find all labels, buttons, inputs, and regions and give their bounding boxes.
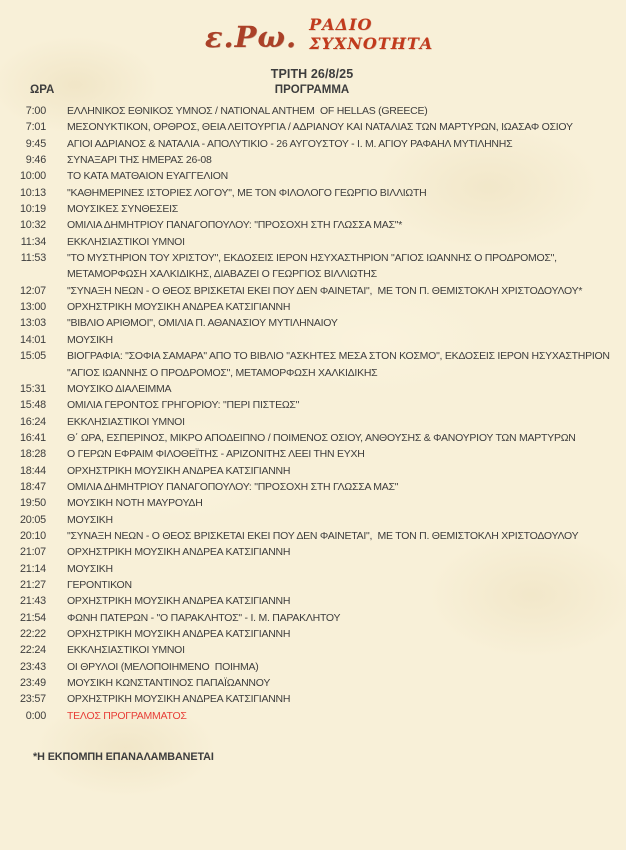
row-program: ΟΡΧΗΣΤΡΙΚΗ ΜΟΥΣΙΚΗ ΑΝΔΡΕΑ ΚΑΤΣΙΓΙΑΝΝΗ [67, 693, 291, 706]
row-time: 21:14 [19, 562, 46, 575]
row-time: 10:13 [19, 186, 46, 199]
row-time: 16:41 [19, 431, 46, 444]
row-time: 14:01 [19, 333, 46, 346]
row-time: 10:00 [19, 170, 46, 183]
schedule-row [8, 561, 616, 577]
row-program: ΕΛΛΗΝΙΚΟΣ ΕΘΝΙΚΟΣ ΥΜΝΟΣ / NATIONAL ANTHEM OF HELLAS (GREECE) [67, 105, 428, 117]
schedule-row [8, 234, 616, 250]
schedule-row [8, 577, 616, 593]
row-time: 22:22 [19, 628, 46, 640]
row-time: 11:34 [20, 235, 46, 248]
row-program: ΦΩΝΗ ΠΑΤΕΡΩΝ - "Ο ΠΑΡΑΚΛΗΤΟΣ" - Ι. Μ. ΠΑΡΑΚΛΗΤΟΥ [67, 611, 341, 624]
schedule-row [8, 495, 616, 511]
schedule-row [8, 642, 616, 658]
row-time: 15:48 [19, 399, 46, 412]
row-program: ΣΥΝΑΞΑΡΙ ΤΗΣ ΗΜΕΡΑΣ 26-08 [67, 154, 212, 167]
col-header-program: ΠΡΟΓΡΑΜΜΑ [274, 84, 350, 96]
row-time: 18:28 [19, 448, 46, 461]
row-program: ΤΟ ΚΑΤΑ ΜΑΤΘΑΙΟΝ ΕΥΑΓΓΕΛΙΟΝ [67, 170, 229, 183]
schedule-row [8, 691, 616, 707]
schedule-row [8, 299, 616, 315]
row-time: 15:05 [19, 350, 46, 363]
schedule-row [8, 381, 616, 397]
schedule-row [8, 315, 616, 331]
row-program: ΕΚΚΛΗΣΙΑΣΤΙΚΟΙ ΥΜΝΟΙ [67, 235, 185, 248]
row-program: ΜΟΥΣΙΚΗ ΚΩΝΣΤΑΝΤΙΝΟΣ ΠΑΠΑΪΩΑΝΝΟΥ [67, 677, 271, 690]
schedule-row [8, 250, 616, 283]
schedule-row [8, 103, 616, 119]
row-time: 13:00 [19, 301, 46, 314]
schedule-row [8, 168, 616, 184]
row-time: 20:10 [19, 529, 46, 542]
schedule-row [8, 217, 616, 233]
row-time: 15:31 [19, 382, 46, 395]
row-program: ΕΚΚΛΗΣΙΑΣΤΙΚΟΙ ΥΜΝΟΙ [67, 644, 185, 657]
row-program: ΟΙ ΘΡΥΛΟΙ (ΜΕΛΟΠΟΙΗΜΕΝΟ ΠΟΙΗΜΑ) [67, 660, 259, 673]
row-program: "ΒΙΒΛΙΟ ΑΡΙΘΜΟΙ", ΟΜΙΛΙΑ Π. ΑΘΑΝΑΣΙΟΥ ΜΥΤΙΛΗΝΑΙΟΥ [67, 317, 338, 330]
row-program: ΜΟΥΣΙΚΗ [67, 333, 113, 346]
row-program: ΕΚΚΛΗΣΙΑΣΤΙΚΟΙ ΥΜΝΟΙ [67, 415, 185, 428]
row-time: 0:00 [25, 709, 46, 722]
row-time: 20:05 [19, 513, 46, 526]
row-program: ΤΕΛΟΣ ΠΡΟΓΡΑΜΜΑΤΟΣ [67, 709, 187, 722]
schedule-row [8, 446, 616, 462]
station-name [309, 15, 433, 53]
row-program: ΟΡΧΗΣΤΡΙΚΗ ΜΟΥΣΙΚΗ ΑΝΔΡΕΑ ΚΑΤΣΙΓΙΑΝΝΗ [67, 464, 291, 477]
row-program: ΟΡΧΗΣΤΡΙΚΗ ΜΟΥΣΙΚΗ ΑΝΔΡΕΑ ΚΑΤΣΙΓΙΑΝΝΗ [67, 301, 291, 314]
row-time: 9:45 [25, 137, 46, 150]
station-logo [22, 12, 616, 62]
row-time: 16:24 [19, 415, 46, 428]
row-program: ΑΓΙΟΙ ΑΔΡΙΑΝΟΣ & ΝΑΤΑΛΙΑ - ΑΠΟΛΥΤΙΚΙΟ - 26 ΑΥΓΟΥΣΤΟΥ - Ι. Μ. ΑΓΙΟΥ ΡΑΦΑΗΛ ΜΥΤΙΛΗΝΗΣ [67, 137, 513, 150]
schedule-row [8, 593, 616, 609]
row-program: ΟΡΧΗΣΤΡΙΚΗ ΜΟΥΣΙΚΗ ΑΝΔΡΕΑ ΚΑΤΣΙΓΙΑΝΝΗ [67, 628, 291, 640]
row-time: 21:43 [19, 595, 46, 608]
schedule-row [8, 136, 616, 152]
schedule-row [8, 414, 616, 430]
row-program: ΜΟΥΣΙΚΗ [67, 562, 113, 575]
station-name-line2: ΣΥΧΝΟΤΗΤΑ [309, 34, 434, 53]
row-program: ΒΙΟΓΡΑΦΙΑ: "ΣΟΦΙΑ ΣΑΜΑΡΑ" ΑΠΟ ΤΟ ΒΙΒΛΙΟ "ΑΣΚΗΤΕΣ ΜΕΣΑ ΣΤΟΝ ΚΟΣΜΟ", ΕΚΔΟΣΕΙΣ ΙΕΡΟΝ ΗΣΥΧΑΣΤΗΡΙΟΝ "ΑΓΙΟΣ ΙΩΑΝΝΗΣ Ο ΠΡΟΔΡΟΜΟΣ", ΜΕΤΑΜΟΡΦΩΣΗ ΧΑΛΚΙΔΙΚΗΣ [67, 350, 613, 379]
row-program: "ΣΥΝΑΞΗ ΝΕΩΝ - Ο ΘΕΟΣ ΒΡΙΣΚΕΤΑΙ ΕΚΕΙ ΠΟΥ ΔΕΝ ΦΑΙΝΕΤΑΙ", ΜΕ ΤΟΝ Π. ΘΕΜΙΣΤΟΚΛΗ ΧΡΙΣΤΟΔΟΥΛΟΥ* [67, 284, 583, 297]
row-time: 12:07 [19, 284, 46, 297]
schedule-row [8, 626, 616, 642]
schedule-row [8, 659, 616, 675]
row-time: 21:07 [19, 546, 46, 559]
date-heading: ΤΡΙΤΗ 26/8/25 [270, 67, 354, 81]
schedule-row [8, 397, 616, 413]
row-time: 23:43 [19, 660, 46, 673]
row-time: 21:54 [19, 611, 46, 624]
row-program: ΟΜΙΛΙΑ ΔΗΜΗΤΡΙΟΥ ΠΑΝΑΓΟΠΟΥΛΟΥ: "ΠΡΟΣΟΧΗ ΣΤΗ ΓΛΩΣΣΑ ΜΑΣ"* [67, 219, 403, 232]
row-program: ΟΜΙΛΙΑ ΔΗΜΗΤΡΙΟΥ ΠΑΝΑΓΟΠΟΥΛΟΥ: "ΠΡΟΣΟΧΗ ΣΤΗ ΓΛΩΣΣΑ ΜΑΣ" [67, 480, 399, 493]
row-program: ΜΟΥΣΙΚΟ ΔΙΑΛΕΙΜΜΑ [67, 382, 172, 395]
row-time: 9:46 [25, 154, 46, 167]
row-program: ΓΕΡΟΝΤΙΚΟΝ [67, 578, 132, 591]
row-program: "ΣΥΝΑΞΗ ΝΕΩΝ - Ο ΘΕΟΣ ΒΡΙΣΚΕΤΑΙ ΕΚΕΙ ΠΟΥ ΔΕΝ ΦΑΙΝΕΤΑΙ", ΜΕ ΤΟΝ Π. ΘΕΜΙΣΤΟΚΛΗ ΧΡΙΣΤΟΔΟΥΛΟΥ [67, 529, 579, 542]
row-program: ΜΟΥΣΙΚΗ ΝΟΤΗ ΜΑΥΡΟΥΔΗ [67, 497, 203, 510]
schedule-row [8, 675, 616, 691]
row-program: "ΚΑΘΗΜΕΡΙΝΕΣ ΙΣΤΟΡΙΕΣ ΛΟΓΟΥ", ΜΕ ΤΟΝ ΦΙΛΟΛΟΓΟ ΓΕΩΡΓΙΟ ΒΙΛΛΙΩΤΗ [67, 186, 427, 199]
schedule-row [8, 430, 616, 446]
row-time: 23:49 [19, 677, 46, 690]
schedule-row [8, 708, 616, 724]
schedule-list [8, 103, 616, 724]
row-program: ΟΡΧΗΣΤΡΙΚΗ ΜΟΥΣΙΚΗ ΑΝΔΡΕΑ ΚΑΤΣΙΓΙΑΝΝΗ [67, 595, 291, 608]
row-program: ΜΟΥΣΙΚΕΣ ΣΥΝΘΕΣΕΙΣ [67, 203, 179, 216]
station-name-line1: ΡΑΔΙΟ [309, 15, 373, 34]
row-program: ΜΕΣΟΝΥΚΤΙΚΟΝ, ΟΡΘΡΟΣ, ΘΕΙΑ ΛΕΙΤΟΥΡΓΙΑ / ΑΔΡΙΑΝΟΥ ΚΑΙ ΝΑΤΑΛΙΑΣ ΤΩΝ ΜΑΡΤΥΡΩΝ, ΙΩΑΣΑΦ ΟΣΙΟΥ [67, 121, 573, 134]
schedule-row [8, 201, 616, 217]
row-time: 21:27 [19, 578, 46, 591]
schedule-row [8, 185, 616, 201]
row-program: ΜΟΥΣΙΚΗ [67, 513, 113, 526]
row-time: 10:19 [19, 203, 46, 216]
schedule-row [8, 610, 616, 626]
row-time: 19:50 [19, 497, 46, 510]
row-time: 7:00 [25, 105, 46, 117]
col-header-time: ΩΡΑ [30, 84, 55, 96]
schedule-row [8, 152, 616, 168]
row-time: 18:44 [19, 464, 46, 477]
schedule-row [8, 348, 616, 381]
row-time: 11:53 [20, 252, 46, 265]
row-program: Ο ΓΕΡΩΝ ΕΦΡΑΙΜ ΦΙΛΟΘΕΪΤΗΣ - ΑΡΙΖΟΝΙΤΗΣ ΛΕΕΙ ΤΗΝ ΕΥΧΗ [67, 448, 365, 461]
column-headers [8, 84, 616, 101]
schedule-row [8, 528, 616, 544]
row-time: 13:03 [19, 317, 46, 330]
schedule-row [8, 544, 616, 560]
row-time: 23:57 [19, 693, 46, 706]
row-program: ΟΜΙΛΙΑ ΓΕΡΟΝΤΟΣ ΓΡΗΓΟΡΙΟΥ: "ΠΕΡΙ ΠΙΣΤΕΩΣ" [67, 399, 300, 412]
schedule-row [8, 479, 616, 495]
schedule-row [8, 512, 616, 528]
repeat-note: *Η ΕΚΠΟΜΠΗ ΕΠΑΝΑΛΑΜΒΑΝΕΤΑΙ [33, 751, 214, 764]
row-program: ΟΡΧΗΣΤΡΙΚΗ ΜΟΥΣΙΚΗ ΑΝΔΡΕΑ ΚΑΤΣΙΓΙΑΝΝΗ [67, 546, 291, 559]
schedule-row [8, 283, 616, 299]
schedule-row [8, 332, 616, 348]
schedule-row [8, 119, 616, 135]
row-program: "ΤΟ ΜΥΣΤΗΡΙΟΝ ΤΟΥ ΧΡΙΣΤΟΥ", ΕΚΔΟΣΕΙΣ ΙΕΡΟΝ ΗΣΥΧΑΣΤΗΡΙΟΝ "ΑΓΙΟΣ ΙΩΑΝΝΗΣ Ο ΠΡΟΔΡΟΜΟΣ", ΜΕΤΑΜΟΡΦΩΣΗ ΧΑΛΚΙΔΙΚΗΣ, ΔΙΑΒΑΖΕΙ Ο ΓΕΩΡΓΙΟΣ ΒΙΛΛΙΩΤΗΣ [67, 252, 560, 281]
row-time: 18:47 [19, 480, 46, 493]
row-time: 22:24 [19, 644, 46, 657]
row-time: 7:01 [25, 121, 46, 134]
logo-script-text: ε.Ρω. [204, 20, 298, 54]
schedule-row [8, 463, 616, 479]
row-program: Θ΄ ΩΡΑ, ΕΣΠΕΡΙΝΟΣ, ΜΙΚΡΟ ΑΠΟΔΕΙΠΝΟ / ΠΟΙΜΕΝΟΣ ΟΣΙΟΥ, ΑΝΘΟΥΣΗΣ & ΦΑΝΟΥΡΙΟΥ ΤΩΝ ΜΑΡΤΥΡΩΝ [67, 431, 576, 444]
row-time: 10:32 [19, 219, 46, 232]
